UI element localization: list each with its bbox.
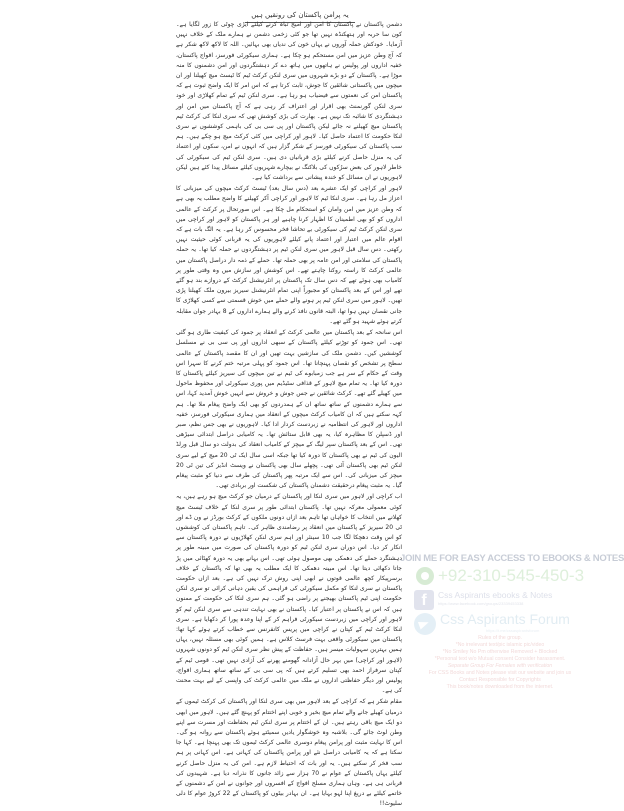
telegram-icon bbox=[414, 613, 436, 635]
watermark-rule: Contact Responsible for Copyrights bbox=[459, 677, 541, 683]
watermark-rule: For CSS Books and Notes please visit our website and join us bbox=[428, 670, 572, 676]
watermark-join-line: JOIN ME FOR EASY ACCESS TO EBOOKS & NOTES bbox=[400, 553, 624, 564]
watermark-phone: +92-310-545-450-3 bbox=[438, 566, 585, 585]
watermark-rule: *Personal text w/o Mutual consent Consider harassment. bbox=[434, 656, 566, 662]
watermark-facebook-row bbox=[400, 590, 600, 612]
watermark-facebook-title: Css Aspirants ebooks & Notes bbox=[438, 590, 553, 600]
watermark-telegram-row bbox=[400, 613, 600, 639]
watermark-facebook-url: https://www.facebook.com/groups/23339453338 bbox=[438, 601, 524, 606]
paragraph: دشمن پاکستان نے پاکستان کا امن اور امیج تباہ کرنے کیلئے ایڑی چوٹی کا زور لگایا ہے۔ کون سا حربہ اور ہتھکنڈہ نہیں تھا جو کئی زخمی دشمن نے ہمارے ملک کے خلاف نہیں آزمایا۔ خودکش حملہ آوروں نے یہاں خون کی ندیاں بھی بہائیں۔ اللہ کا لاکھ لاکھ شکر ہے کہ آج وطن عزیز میں امن مستحکم ہو چکا ہے۔ ہماری سیکورٹی فورسز، افواج پاکستان، خفیہ اداروں اور پولیس نے ہاتھوں میں ہاتھ دے کر دہشتگردوں اور امن دشمنوں کا منہ موڑا ہے۔ پاکستان کے دو بڑے شہروں میں سری لنکن کرکٹ ٹیم کا ٹیسٹ میچ کھیلنا اور ان میچوں میں پاکستانی شائقین کا جوش، ثابت کرتا ہے کہ اس امر کا ایک واضح ثبوت ہے کہ پاکستان امن کی نعمتوں سے فیضیاب ہو رہا ہے۔ سری لنکن ٹیم کے تمام کھلاڑی اور خود سری لنکن گورنمنٹ بھی اقرار اور اعتراف کر رہی ہے کہ آج پاکستان میں امن اور دہشتگردی کا شائبہ تک نہیں ہے۔ بھارت کی بڑی کوشش تھی کہ سری لنکا کی کرکٹ ٹیم پاکستان میچ کھیلنے نہ جائے لیکن پاکستان اور پی سی بی کی باہمی کوششوں نے سری لنکا حکومت کا اعتماد حاصل کیا۔ لاہور اور کراچی میں کئی کرکٹ میچ ہو چکے ہیں۔ ہم سب پاکستان کی سیکورٹی فورسز کے شکر گزار ہیں کہ انہوں نے امن، سکون اور اعتماد کی یہ منزل حاصل کرنے کیلئے بڑی قربانیاں دی ہیں۔ سری لنکن ٹیم کی سیکورٹی کی خاطر لاہور کی بعض سڑکوں کی بلاکنگ نے بیچارے شہریوں کیلئے مسائل پیدا کئے ہیں لیکن لاہوریوں نے ان مسائل کو خندہ پیشانی سے برداشت کیا ہے۔ bbox=[176, 21, 402, 182]
facebook-icon: f bbox=[414, 590, 434, 610]
watermark-rule: Separate Group For Females with verification bbox=[447, 663, 553, 669]
watermark-rule: This book/notes downloaded from the internet. bbox=[446, 684, 554, 690]
paragraph: لاہور اور کراچی کو ایک عشرے بعد (دس سال بعد) ٹیسٹ کرکٹ میچوں کی میزبانی کا اعزاز مل رہا ہے۔ سری لنکا ٹیم کا لاہور اور کراچی آکر کھیلنے کا واضح مطلب یہ بھی ہے کہ وطن عزیز میں امن وامان کو استحکام مل چکا ہے۔ اس صورتحال پر کرکٹ کے عالمی اداروں کو کو بھی اطمینان کا اظہار کرنا چاہیے اور ہر پاکستان کو لاہور اور کراچی میں سری لنکن کرکٹ ٹیم کی سیکورٹی بے تحاشا فخر محسوس کر رہا ہے۔ یہ الگ بات ہے کہ اقوام عالم میں اعتبار اور اعتماد پانے کیلئے لاہوریوں کی یہ قربانی کوئی حیثیت نہیں رکھتی۔ دس سال قبل لاہور میں سری لنکن ٹیم پر دہشتگردوں نے حملہ کیا تھا۔ یہ حملہ پاکستان کی سلامتی اور امن عامہ پر بھی حملہ تھا۔ حملے کے ذمہ دار دراصل پاکستان میں عالمی کرکٹ کا راستہ روکنا چاہتے تھے۔ اس کوشش اور سازش میں وہ وقتی طور پر کامیاب بھی ہوئے تھے کہ دس سال تک پاکستان پر انٹرنیشنل کرکٹ کے دروازے بند ہو گئے تھے اور اس کے بعد پاکستان کو مجبوراً اپنی تمام انٹرنیشنل سیریز بیرون ملک کھیلنا پڑی تھیں۔ لاہور میں سری لنکن ٹیم پر ہونے والے حملے میں خوش قسمتی سے کسی کھلاڑی کا جانی نقصان نہیں ہوا تھا، البتہ قانون نافذ کرنے والے ہمارے اداروں کے 8 بہادر جوان مقابلہ کرتے ہوئے شہید ہو گئے تھے۔ bbox=[176, 185, 403, 325]
whatsapp-icon bbox=[416, 567, 434, 585]
paragraph: مقام شکر ہے کہ کراچی کے بعد لاہور میں بھی سری لنکا اور پاکستان کی کرکٹ ٹیموں کے درمیان کھیلے جانے والے تمام میچ بخیر و خوبی اپنے اختتام کو پہنچ گئے ہیں۔ لاہور میں ابھی دو ایک میچ باقی رہتے ہیں۔ ان کے اختتام پر سری لنکن ٹیم بحفاظت اور مسرت سے اپنے وطن لوٹ جائے گی۔ بلاشبہ وہ خوشگوار یادیں سمیٹتے ہوئے پاکستان سے روانہ ہو گی۔ اس کا نہایت مثبت اور پرامن پیغام دوسری عالمی کرکٹ ٹیموں تک بھی پہنچا ہے۔ کہا جا سکتا ہے کہ یہ کامیابی دراصل نئے اور پرامن پاکستان کی کہانی ہے۔ اس کہانی پر ہم سب فخر کر سکتے ہیں۔ یہ اور بات کہ احتیاط لازم ہے۔ امن کی یہ منزل حاصل کرنے کیلئے یہاں پاکستان کے عوام نے 70 ہزار سے زائد جانوں کا نذرانہ دیا ہے۔ شہیدوں کی قربانی ہی ہے۔ وہاں ہماری مسلح افواج کے افسروں اور جوانوں نے امن کے دشمنوں کے خاتمے کیلئے بے دریغ اپنا لہو بہایا ہے۔ ان بہادر بیٹوں کو پاکستان کے 22 کروڑ عوام کا دلی سلیوٹ!! bbox=[176, 698, 402, 808]
watermark-rule: Rules of the group. bbox=[478, 635, 522, 641]
watermark-rule: *No Smiley No Pm otherwise Removed + Blocked bbox=[442, 649, 558, 655]
watermark-phone-row bbox=[400, 565, 600, 587]
watermark bbox=[400, 553, 624, 713]
article-body bbox=[176, 20, 402, 811]
watermark-rule: *No irrelevant text/pic islamic pic/video bbox=[455, 642, 545, 648]
article-title: یہ پرامن پاکستان کی رونقیں ہیں bbox=[245, 10, 354, 23]
paragraph: اس سانحہ کے بعد پاکستان میں عالمی کرکٹ کے انعقاد پر جمود کی کیفیت طاری ہو گئی تھی۔ اس جمود کو توڑنے کیلئے پاکستان کے سبھی اداروں اور پی سی بی نے مسلسل کوششیں کیں۔ دشمن ملک کی سازشیں بہت تھیں اور ان کا مقصد پاکستان کے عالمی سطح پر تشخص کو نقصان پہنچانا تھا۔ اس جمود کو پہلی مرتبہ ختم کرنے کا سہرا اس وقت کے حکام کے سر ہے جب زمبابوے کی ٹیم نے تین میچوں کی سیریز کیلئے پاکستان کا دورہ کیا تھا۔ یہ تمام میچ لاہور کے قذافی سٹیڈیم میں پوری سیکورٹی اور محفوظ ماحول میں کھیلے گئے تھے۔ کرکٹ شائقین نے جس جوش و خروش سے انہیں خوش آمدید کہا، اس سے ہمارے دشمنوں کے ساتھ ساتھ ان کے ہمدردوں کو بھی ایک واضح پیغام ملا تھا۔ ہم کہہ سکتے ہیں کہ ان کامیاب کرکٹ میچوں کے انعقاد میں ہماری سیکورٹی فورسز، خفیہ اداروں اور لاہور کی انتظامیہ نے زبردست کردار ادا کیا۔ لاہوریوں نے بھی جس نظم، صبر اور ڈسپلن کا مظاہرہ کیا، یہ بھی قابل ستائش تھا۔ یہ کامیابی دراصل ابتدائی سیڑھی تھی۔ اس کے بعد پاکستان سپر لیگ کے میچز کے کامیاب انعقاد کی بدولت دو سال قبل ورلڈ الیون کی ٹیم نے بھی پاکستان کا دورہ کیا تھا جبکہ اسی سال ایک ٹی 20 میچ کے لیے سری لنکن ٹیم بھی پاکستان آئی تھی۔ پچھلے سال بھی پاکستان نے ویسٹ انڈیز کی تین ٹی 20 میچز کی میزبانی کی۔ اس سے ایک مرتبہ پھر پاکستان کی طرف سے دنیا کو مثبت پیغام گیا۔ یہ مثبت پیغام درحقیقت دشمنان پاکستان کی شکست اور بربادی تھی۔ bbox=[176, 329, 403, 490]
watermark-forum-title: Css Aspirants Forum bbox=[440, 611, 570, 627]
watermark-forum-url: https://t.me/cssaspirantsforum bbox=[486, 628, 540, 633]
paragraph: اب کراچی اور لاہور میں سری لنکا اور پاکستان کے درمیان جو کرکٹ میچ ہو رہے ہیں، یہ کوئی معمولی معرکہ نہیں تھا۔ پاکستان ابتدائی طور پر سری لنکا کے خلاف ٹیسٹ میچ کھلانے میں انتخاب کا خواہاں تھا تاہم بعد ازاں دونوں ملکوں کے کرکٹ بورڈز نے ون ڈے اور ٹی 20 سیریز کے پاکستان میں انعقاد پر رضامندی ظاہر کی۔ تاہم پاکستان کی کوششوں کو اس وقت دھچکا لگا جب 10 سینئر اور اہم سری لنکن کھلاڑیوں نے دورہ پاکستان سے انکار کر دیا۔ اس دوران سری لنکن ٹیم کو دورہ پاکستان کی صورت میں مبینہ طور پر دہشتگرد حملے کی دھمکی بھی موصول ہوئی تھی۔ اس بہانے بھی یہ دورہ کھٹائی میں پڑ جاتا دکھائی دیتا تھا۔ اس مبینہ دھمکی کا ایک مطلب یہ بھی تھا کہ پاکستان کے خلاف برسرپیکار کچھ عالمی قوتوں نے ابھی اپنی روش ترک نہیں کی ہے۔ بعد ازاں حکومت پاکستان نے سری لنکا کو مکمل سیکورٹی کی فراہمی کی یقین دہانی کرائی تو سری لنکن حکومت اپنی ٹیم پاکستان بھیجنے پر راضی ہو گئی۔ ہم سری لنکا کی حکومت کے ممنون ہیں کہ اس نے پاکستان پر اعتبار کیا۔ پاکستان نے بھی نہایت تندہی سے سری لنکن ٹیم کو لاہور اور کراچی میں زبردست سیکورٹی فراہم کر کے اپنا وعدہ پورا کر دکھایا ہے۔ سری لنکا کرکٹ ٹیم کے کپتان نے کراچی میں پریس کانفرنس سے خطاب کرتے ہوئے کہا تھا: پاکستان میں سیکورٹی واقعی بہت فرسٹ کلاس ہے۔ ہمیں کوئی بھی مسئلہ نہیں، یہاں ہمیں بہترین سہولیات میسر ہیں۔ حفاظت کے پیش نظر سری لنکن ٹیم کو دونوں شہروں (لاہور اور کراچی) میں بہر حال آزادانہ گھومنے پھرنے کی آزادی نہیں تھی۔ قومی ٹیم کے کپتان سرفراز احمد بھی تسلیم کرتے ہیں کہ پی سی بی کے ساتھ ساتھ ہماری افواج، پولیس اور دیگر حفاظتی اداروں نے ملک میں عالمی کرکٹ کی واپسی کے لیے بہت محنت کی ہے۔ bbox=[176, 493, 402, 695]
